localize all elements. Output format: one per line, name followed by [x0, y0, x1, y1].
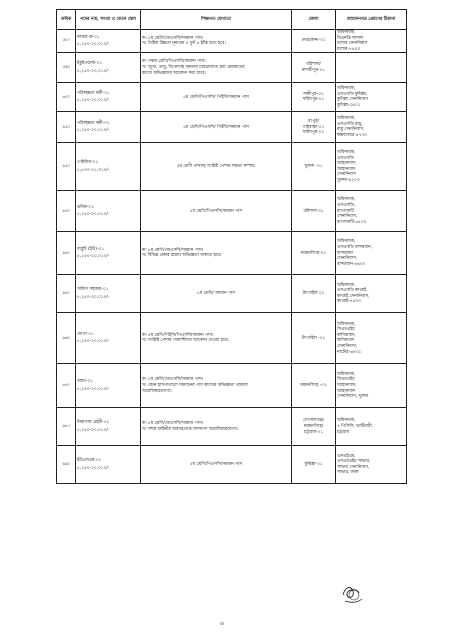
post-name: পরিচ্ছন্নতা কর্মী-০১	[77, 90, 110, 96]
qualification-line: খ। কোন হাসপাতালে সমমানের পদে কাজের অভিজ্ঞতা থাকলে	[142, 383, 248, 389]
serial-cell	[57, 53, 76, 83]
qualification-cell	[141, 446, 292, 484]
page-number: ৬	[220, 620, 224, 627]
post-cell	[76, 364, 141, 408]
qualification-line: ক। ৮ম শ্রেণি/জেএসসি/সমমান পাস।	[142, 247, 204, 253]
table-row	[57, 446, 407, 484]
district-cell	[292, 30, 336, 53]
serial-number: ৬০।	[62, 94, 70, 100]
serial-number: ৫৯।	[62, 65, 70, 71]
vacancy-table	[56, 9, 407, 484]
district-line: ফরিদপুর-০১	[302, 130, 325, 136]
post-name: পরিচ্ছন্নতা কর্মী-০২	[77, 120, 110, 126]
qualification-cell	[141, 275, 292, 313]
serial-number: ৬৯।	[62, 462, 70, 468]
table-row	[57, 53, 407, 83]
address-line: সাভার সেনানিবাস,	[337, 464, 370, 470]
table-row	[57, 112, 407, 143]
address-line: কাদিরাবাদ,	[337, 332, 356, 338]
serial-cell	[57, 143, 76, 191]
address-line: ৫ পিসিসি, ভাটিয়ারী,	[337, 424, 373, 430]
address-cell	[336, 143, 407, 191]
district-line: ময়মনসিংহ-০১	[300, 250, 327, 256]
address-line: বান্দরবান-৪৬০০	[337, 261, 366, 267]
district-cell	[292, 446, 336, 484]
district-line: রংপুর/	[308, 118, 319, 124]
district-line: কুমিল্লা-০১	[304, 462, 323, 468]
serial-number: ৬৫।	[62, 291, 70, 297]
post-name: বাবুর্চি (ইউ)-০১	[77, 246, 105, 252]
qualification-line: খ। জুতা, তাবু, ত্রিপলসহ অন্যান্য চামড়াজাত দ্রব্য মেরামতের	[142, 65, 245, 71]
serial-cell	[57, 313, 76, 364]
post-name: আয়া-০১	[77, 379, 93, 385]
header-district: জেলা	[292, 10, 336, 30]
post-cell	[76, 275, 141, 313]
address-cell	[336, 83, 407, 112]
qualification-line: খ। সংশ্লিষ্ট পেশায় পারদর্শিদের আবেদন দেওয়া হবে।	[142, 338, 229, 344]
district-line: টাংগাইল -০১	[301, 335, 326, 341]
address-line: বান্দরবান	[337, 250, 353, 256]
district-cell	[292, 112, 336, 143]
pay-scale: ৮,২৫০-২০,০১০/-	[77, 42, 110, 48]
address-line: নাটোর-৬৪৩১	[337, 349, 362, 355]
address-line: অধিনায়ক,	[337, 371, 356, 377]
district-line: ময়মনসিংহ -০১	[300, 383, 327, 389]
signature-mark	[339, 581, 365, 605]
district-line: মাদারীপুর-০১	[301, 67, 326, 73]
header-post: পদের নাম, সংখ্যা ও বেতন স্কেল	[76, 10, 141, 30]
address-line: জাহানাবাদ	[337, 166, 356, 172]
qualification-line: ৫ম শ্রেণি/পিএসসি/সমমান পাস	[189, 208, 243, 214]
district-line: ময়মনসিংহ/	[303, 424, 324, 430]
address-line: সেনানিবাস,	[337, 343, 358, 349]
qualification-cell	[141, 313, 292, 364]
address-line: যশোর সেনানিবাস	[337, 41, 368, 47]
qualification-cell	[141, 191, 292, 232]
address-cell	[336, 446, 407, 484]
address-line: এসএসডি বান্দরবান,	[337, 244, 372, 250]
address-line: কাদিরাবাদ	[337, 338, 355, 344]
serial-number: ৬২।	[62, 164, 70, 170]
qualification-cell	[141, 83, 292, 112]
address-line: সিএমএইচ	[337, 327, 355, 333]
pay-scale: ৮,২৫০-২০,০১০/-	[77, 128, 110, 134]
post-cell	[76, 143, 141, 191]
address-line: অধিনায়ক,	[337, 116, 356, 122]
header-qualification: শিক্ষাগত যোগ্যতা	[141, 10, 292, 30]
serial-cell	[57, 83, 76, 112]
district-cell	[292, 275, 336, 313]
table-header-row	[57, 10, 407, 30]
address-line: সেনানিবাস,	[337, 214, 358, 220]
post-name: অফিস সহায়ক-০১	[77, 287, 109, 293]
qualification-line: ক। পঞ্চম শ্রেণি/পিএসসি/সমমান পাস।	[142, 59, 206, 65]
address-line: চট্টগ্রাম	[337, 429, 349, 435]
address-cell	[336, 275, 407, 313]
pay-scale: ৮,২৫০-২০,০১০/-	[77, 465, 110, 471]
post-name: ইকুইপমেন্ট-০১	[77, 61, 103, 67]
address-line: এসএসডি রামু,	[337, 121, 363, 127]
address-line: রাংগামাটি-৪৫০০	[337, 219, 367, 225]
address-line: কাপ্তাই-৪৫৩৩	[337, 299, 361, 305]
serial-cell	[57, 364, 76, 408]
qualification-line: ৫ম শ্রেণী পাসসহ সংশ্লিষ্ট পেশায় দক্ষতা সম্পন্ন।	[176, 164, 256, 170]
serial-number: ৫৮।	[62, 38, 70, 44]
address-line: অধিনায়ক,	[337, 418, 356, 424]
header-address: আবেদনপত্র প্রেরণের ঠিকানা	[336, 10, 407, 30]
post-cell	[76, 30, 141, 53]
qualification-cell	[141, 112, 292, 143]
table-row	[57, 408, 407, 446]
address-line: এসএসডি কাপ্তাই	[337, 288, 367, 294]
serial-cell	[57, 232, 76, 275]
serial-cell	[57, 191, 76, 232]
district-line: লক্ষীপুর-০১	[303, 91, 324, 97]
district-line: ফরিদপুর-০১	[302, 97, 325, 103]
table-row	[57, 83, 407, 112]
post-cell	[76, 191, 141, 232]
address-line: খুলনা-৯২০৩	[337, 178, 360, 184]
qualification-line: ৮ম শ্রেণি/ সমমান পাস	[197, 291, 235, 297]
district-line: খুলনা -০১	[304, 164, 323, 170]
address-cell	[336, 313, 407, 364]
qualification-cell	[141, 30, 292, 53]
qualification-line: ক। ৮ম শ্রেণি/জেএসসি/সমমান পাস।	[142, 377, 204, 383]
table-row	[57, 30, 407, 53]
district-cell	[292, 364, 336, 408]
address-line: কক্সবাজার-৪৭৩০	[337, 132, 367, 138]
table-row	[57, 275, 407, 313]
post-cell	[76, 232, 141, 275]
qualification-line: ক। ৮ম শ্রেণি/জেএসসি/সমমান পাস।	[142, 421, 204, 427]
qualification-line: ক। ৫ম শ্রেণি/পিইসি/পিএসসি/সমমান পাস।	[142, 332, 214, 338]
district-line: বরিশাল/	[306, 62, 321, 68]
address-line: কাপ্তাই সেনানিবাস,	[337, 293, 370, 299]
qualification-line: খ। সশস্ত্র বাহিনীর অবসরপ্রাপ্ত সদস্যগণ অগ্রাধিকারযোগ্য।	[142, 426, 239, 432]
address-line: সেনানিবাস	[337, 172, 356, 178]
qualification-cell	[141, 143, 292, 191]
address-line: কুমিল্লা-৩৫০১	[337, 102, 361, 108]
address-cell	[336, 112, 407, 143]
address-line: অধিনায়ক,	[337, 197, 356, 203]
table-row	[57, 364, 407, 408]
pay-scale: ৮,২৫০-২০,০১০/-	[77, 254, 110, 260]
address-line: এসএইএম,	[337, 453, 356, 459]
header-serial: ক্রমিক	[57, 10, 76, 30]
address-line: সেনানিবাস, খুলনা	[337, 394, 369, 400]
serial-cell	[57, 112, 76, 143]
address-line: এসএসডি,	[337, 202, 355, 208]
address-line: রাংগামাটি	[337, 208, 354, 214]
pay-scale: ৮,৮০০-২১,৩১০/-	[77, 167, 110, 173]
serial-number: ৬৬।	[62, 335, 70, 341]
serial-number: ৬৪।	[62, 250, 70, 256]
pay-scale: ৮,২৫০-২০,০১০/-	[77, 212, 110, 218]
serial-number: ৬৩।	[62, 208, 70, 214]
address-line: এসএসডি কুমিল্লা,	[337, 91, 368, 97]
address-cell	[336, 364, 407, 408]
qualification-line: খ। দৈহিক উচ্চতা নূন্যতম ৫ ফুট ৬ ইঞ্চি হতে হবে।	[142, 41, 226, 47]
address-line: যশোর-৭৪০৩	[337, 46, 361, 52]
table-row	[57, 143, 407, 191]
district-cell	[292, 53, 336, 83]
pay-scale: ৮,২৫০-২০,০১০/-	[77, 339, 110, 345]
post-name: ইউএসএম-০১	[77, 458, 102, 464]
pay-scale: ৮,২৫০-২০,০১০/-	[77, 68, 110, 74]
address-line: কুমিল্লা সেনানিবাস	[337, 97, 368, 103]
serial-cell	[57, 408, 76, 446]
pay-scale: ৮,২৫০-২০,০১০/-	[77, 294, 110, 300]
district-cell	[292, 83, 336, 112]
qualification-line: কাজে অভিজ্ঞদের আবেদন করা যাবে।	[142, 70, 206, 76]
address-line: অধিনায়ক,	[337, 86, 356, 92]
qualification-line: ক। ৮ম শ্রেণি/জেএসসি/সমমান পাস।	[142, 35, 204, 41]
serial-number: ৬৮।	[62, 424, 70, 430]
address-line: এসএসডি	[337, 155, 354, 161]
district-cell	[292, 408, 336, 446]
qualification-line: ৫ম শ্রেণি/পিএসসি/ পিইসি/সমমান পাস	[183, 94, 249, 100]
address-line: সাভার, ঢাকা	[337, 470, 359, 476]
table-row	[57, 313, 407, 364]
post-name: ধোপা-০১	[77, 331, 94, 337]
address-line: অধিনায়ক,	[337, 30, 356, 35]
district-cell	[292, 313, 336, 364]
district-line: চট্টগ্রাম-০১	[303, 429, 323, 435]
address-line: জাহানাবাদ,	[337, 383, 357, 389]
qualification-cell	[141, 53, 292, 83]
qualification-cell	[141, 232, 292, 275]
post-name: ফায়ার ক্র-০১	[77, 34, 100, 40]
serial-cell	[57, 446, 76, 484]
vacancy-table-container	[56, 9, 406, 484]
qualification-line: ৫ম শ্রেণি/পিএসসি/সমমান পাস	[189, 462, 243, 468]
address-line: অধিনায়ক,	[337, 239, 356, 245]
district-cell	[292, 191, 336, 232]
pay-scale: ৮,২৫০-২০,০১০/-	[77, 427, 110, 433]
district-cell	[292, 143, 336, 191]
address-line: অধিনায়ক,	[337, 150, 356, 156]
district-line: টাংগাইল-০১	[302, 291, 325, 297]
address-line: বিএনডি ঘাশাল	[337, 35, 364, 41]
address-cell	[336, 53, 407, 83]
table-row	[57, 232, 407, 275]
table-body	[57, 30, 407, 484]
serial-cell	[57, 275, 76, 313]
address-cell	[336, 232, 407, 275]
qualification-cell	[141, 408, 292, 446]
post-cell	[76, 53, 141, 83]
pay-scale: ৮,২৫০-২০,০১০/-	[77, 386, 110, 392]
address-cell	[336, 408, 407, 446]
qualification-line: খ। বিভিন্ন প্রকার রান্নায় অভিজ্ঞতা থাকতে হবে।	[142, 253, 222, 259]
serial-cell	[57, 30, 76, 53]
post-name: শ্রমিক-০১	[77, 204, 94, 210]
district-line: নেত্রকোনা-০১	[301, 38, 326, 44]
qualification-line: অগ্রাধিকারযোগ্য।	[142, 388, 172, 394]
address-cell	[336, 191, 407, 232]
address-line: এসএমএইচ সাভার,	[337, 459, 371, 465]
address-line: অধিনায়ক,	[337, 282, 356, 288]
district-cell	[292, 232, 336, 275]
address-line: রামু সেনানিবাস,	[337, 127, 365, 133]
table-row	[57, 191, 407, 232]
district-line: গোপালগঞ্জ/	[302, 418, 325, 424]
qualification-cell	[141, 364, 292, 408]
qualification-line: ৫ম শ্রেণি/পিএসসি/ পিইসি/সমমান পাস	[183, 124, 249, 130]
post-name: পেইন্টার-০১	[77, 160, 99, 166]
address-line: জাহানাবাদ	[337, 388, 356, 394]
post-cell	[76, 446, 141, 484]
district-line: বরিশাল-০১	[303, 208, 324, 214]
serial-number: ৬৭।	[62, 383, 70, 389]
pay-scale: ৮,২৫০-২০,০১০/-	[77, 98, 110, 104]
serial-number: ৬১।	[62, 124, 70, 130]
post-cell	[76, 83, 141, 112]
address-line: সিএমএইচ	[337, 377, 355, 383]
post-cell	[76, 313, 141, 364]
address-line: অধিনায়ক,	[337, 321, 356, 327]
post-name: নিরাপত্তা প্রহরী-০১	[77, 420, 110, 426]
address-cell	[336, 30, 407, 53]
district-line: গাইবান্ধা-০১	[302, 124, 325, 130]
post-cell	[76, 112, 141, 143]
address-line: জাহানাবাদ,	[337, 161, 357, 167]
post-cell	[76, 408, 141, 446]
address-line: সেনানিবাস,	[337, 256, 358, 262]
